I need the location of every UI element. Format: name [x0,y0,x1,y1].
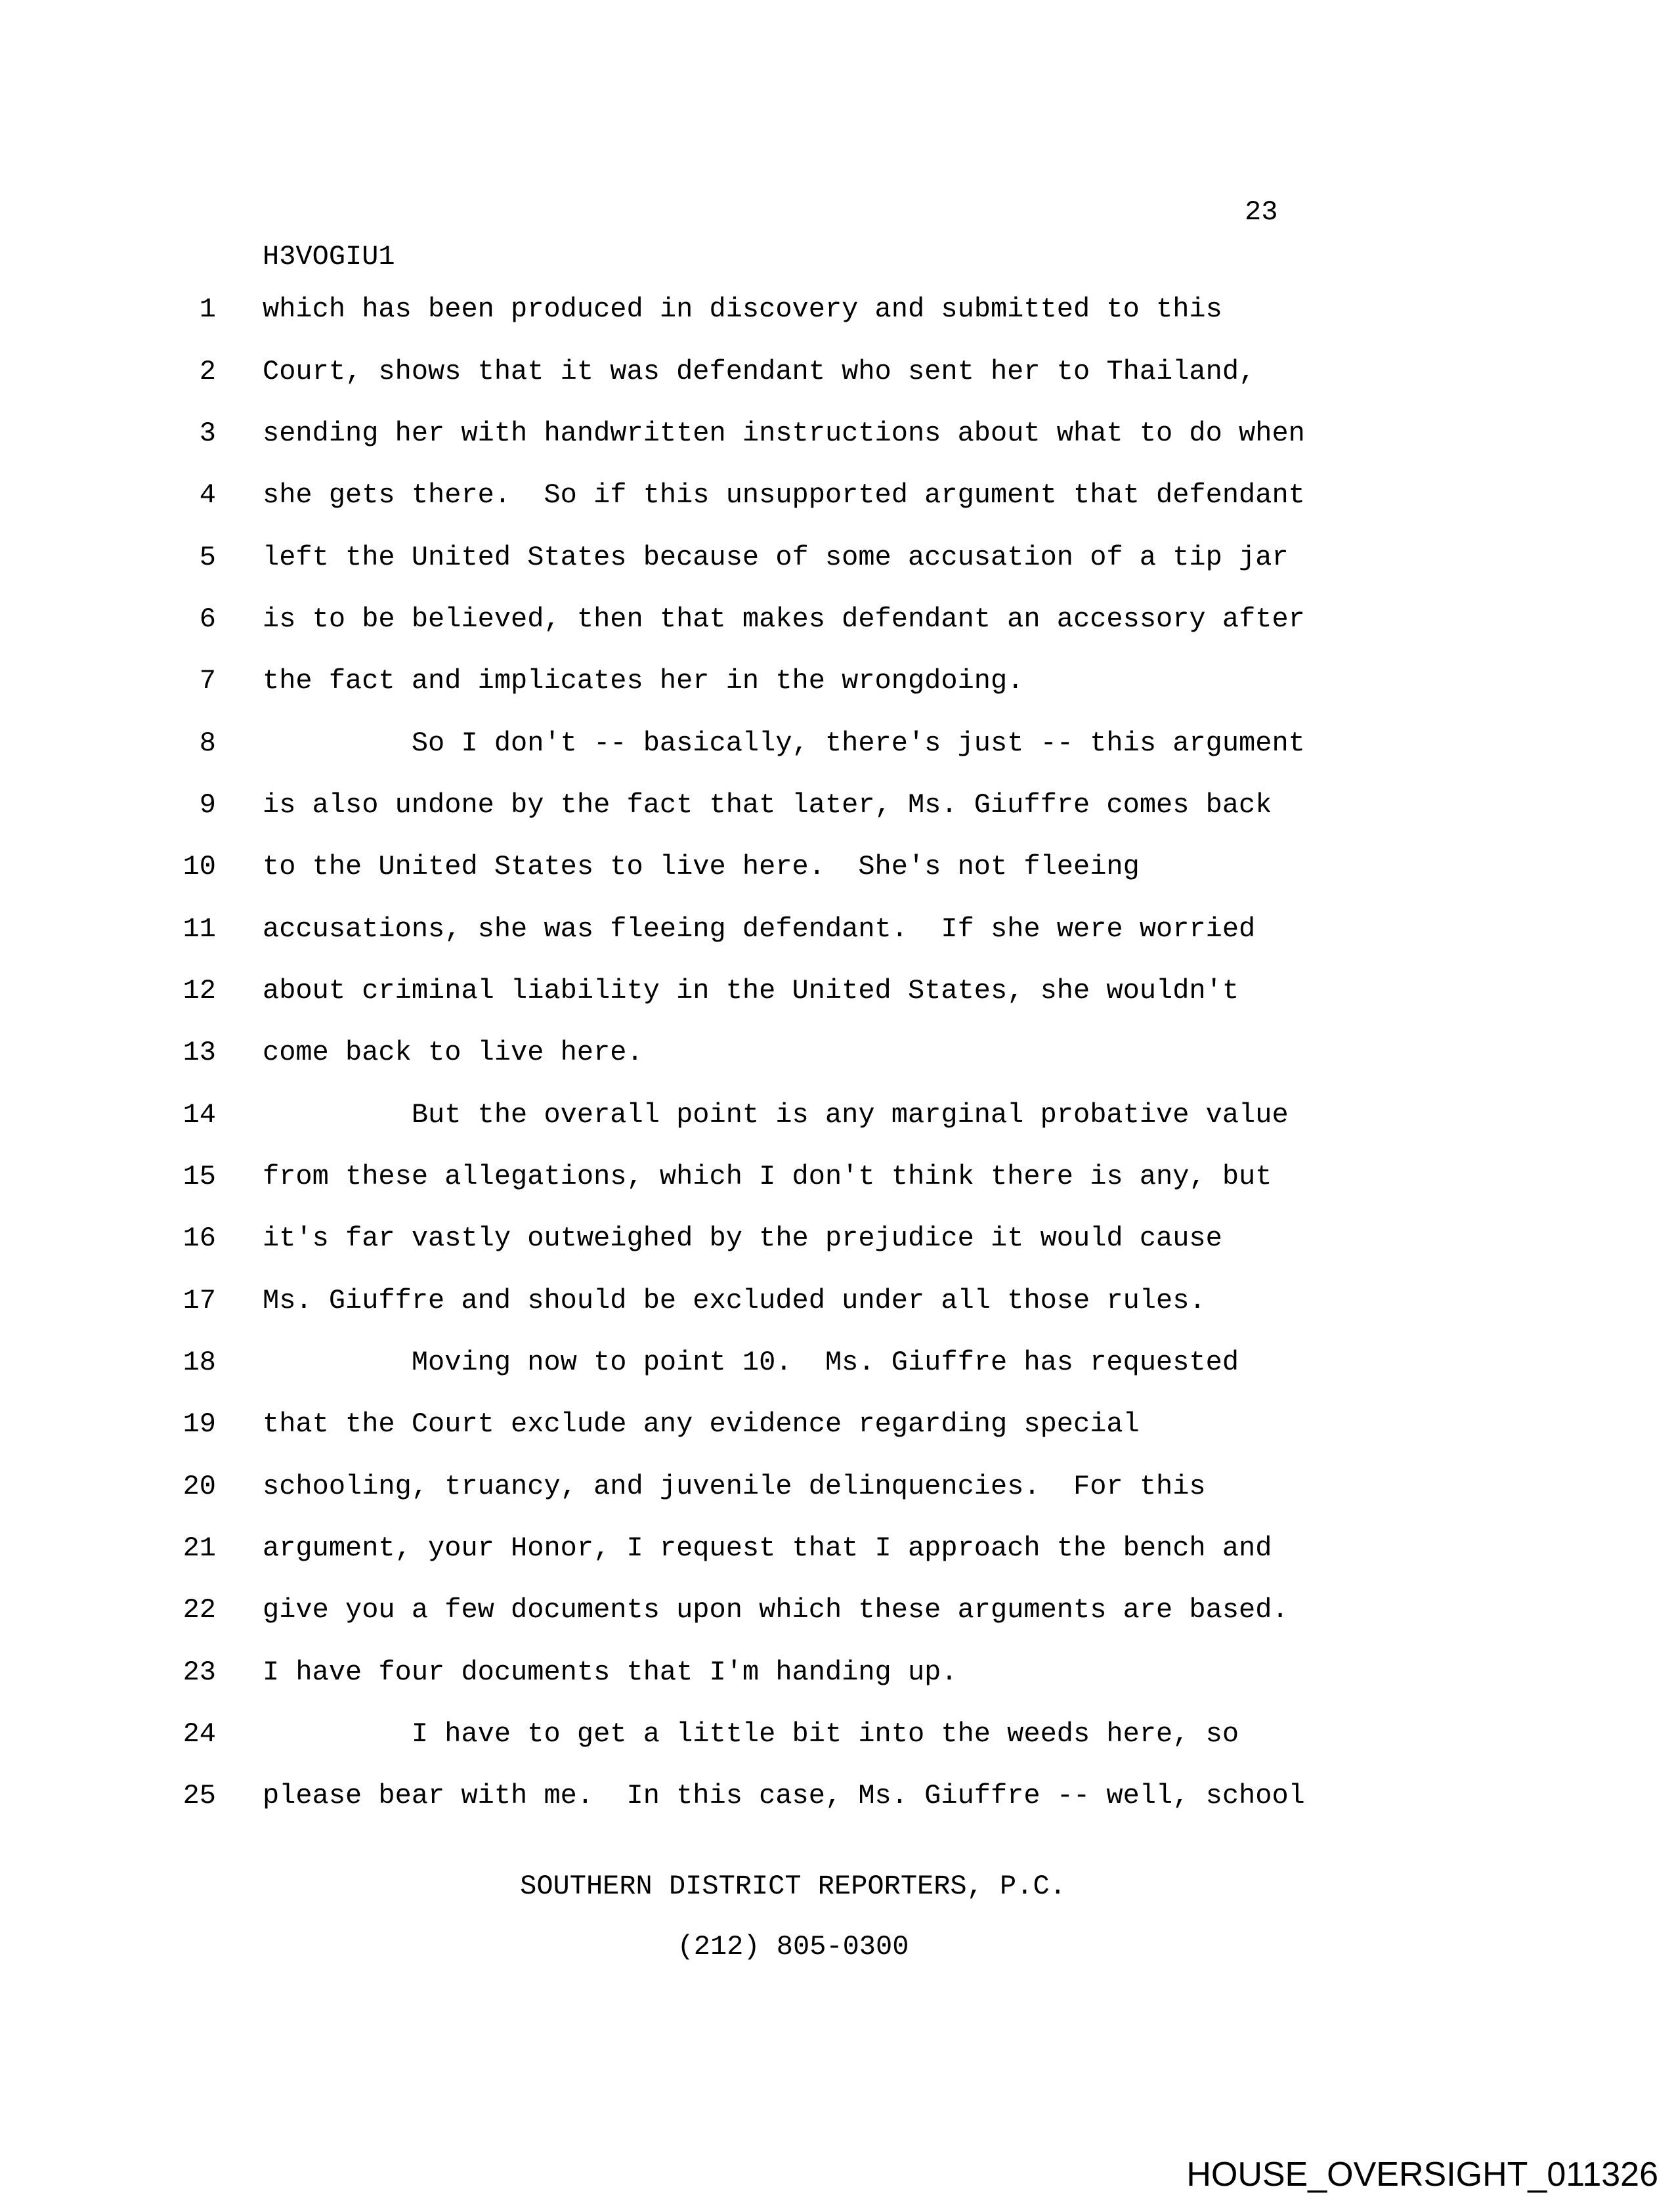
line-text: I have to get a little bit into the weeds here, so [263,1718,1239,1750]
line-text: please bear with me. In this case, Ms. Giuffre -- well, school [263,1780,1305,1812]
transcript-line [0,588,1674,650]
line-number: 16 [182,1223,216,1255]
line-text: come back to live here. [263,1037,643,1069]
line-text: about criminal liability in the United States, she wouldn't [263,974,1239,1007]
transcript-line [0,1207,1674,1269]
line-number: 25 [182,1780,216,1812]
line-text: accusations, she was fleeing defendant. If she were worried [263,913,1256,945]
transcript-line [0,650,1674,712]
bates-stamp: HOUSE_OVERSIGHT_011326 [1186,2156,1658,2194]
reporter-name: SOUTHERN DISTRICT REPORTERS, P.C. [520,1871,1066,1902]
transcript-line [0,960,1674,1022]
transcript-line [0,1332,1674,1393]
reporter-phone: (212) 805-0300 [677,1931,909,1963]
line-number: 20 [182,1470,216,1502]
line-number: 13 [182,1037,216,1069]
transcript-line [0,1022,1674,1083]
line-number: 17 [182,1284,216,1316]
transcript-line [0,526,1674,588]
line-number: 22 [182,1594,216,1626]
line-number: 15 [182,1160,216,1192]
line-number: 5 [199,541,216,573]
line-text: she gets there. So if this unsupported argument that defendant [263,479,1305,511]
line-text: is also undone by the fact that later, Ms. Giuffre comes back [263,789,1272,821]
reporter-footer [263,1841,1323,1992]
line-text: give you a few documents upon which these arguments are based. [263,1594,1289,1626]
line-text: from these allegations, which I don't think there is any, but [263,1160,1272,1192]
transcript-line [0,464,1674,526]
page-number: 23 [1245,196,1278,228]
line-number: 21 [182,1532,216,1565]
line-number: 1 [199,293,216,326]
line-number: 9 [199,789,216,821]
line-text: Court, shows that it was defendant who sent her to Thailand, [263,355,1256,387]
transcript-line [0,1579,1674,1641]
transcript-line [0,1703,1674,1765]
line-number: 12 [182,974,216,1007]
line-text: Moving now to point 10. Ms. Giuffre has requested [263,1347,1239,1379]
transcript-body [0,278,1674,1827]
line-text: I have four documents that I'm handing up. [263,1656,958,1688]
line-number: 10 [182,851,216,883]
line-text: which has been produced in discovery and submitted to this [263,293,1222,326]
transcript-line [0,1146,1674,1207]
line-text: schooling, truancy, and juvenile delinquencies. For this [263,1470,1206,1502]
line-number: 8 [199,727,216,759]
line-number: 7 [199,665,216,697]
line-text: argument, your Honor, I request that I approach the bench and [263,1532,1272,1565]
line-number: 2 [199,355,216,387]
line-number: 19 [182,1408,216,1441]
transcript-line [0,774,1674,836]
line-text: to the United States to live here. She's not fleeing [263,851,1140,883]
line-text: is to be believed, then that makes defendant an accessory after [263,603,1305,635]
line-number: 4 [199,479,216,511]
line-number: 24 [182,1718,216,1750]
line-number: 3 [199,417,216,449]
transcript-line [0,836,1674,898]
line-text: But the overall point is any marginal probative value [263,1098,1289,1131]
transcript-line [0,1517,1674,1579]
transcript-line [0,402,1674,464]
line-text: Ms. Giuffre and should be excluded under all those rules. [263,1284,1206,1316]
line-number: 6 [199,603,216,635]
line-text: So I don't -- basically, there's just -- this argument [263,727,1305,759]
line-number: 23 [182,1656,216,1688]
transcript-line [0,1393,1674,1455]
line-number: 18 [182,1347,216,1379]
line-number: 14 [182,1098,216,1131]
transcript-line [0,712,1674,773]
transcript-line [0,1765,1674,1827]
line-text: it's far vastly outweighed by the prejudice it would cause [263,1223,1222,1255]
transcript-line [0,278,1674,340]
transcript-header-id: H3VOGIU1 [263,241,395,272]
transcript-line [0,1270,1674,1332]
line-number: 11 [182,913,216,945]
line-text: the fact and implicates her in the wrongdoing. [263,665,1024,697]
line-text: left the United States because of some accusation of a tip jar [263,541,1289,573]
transcript-line [0,1083,1674,1145]
line-text: sending her with handwritten instructions about what to do when [263,417,1305,449]
transcript-line [0,340,1674,402]
transcript-line [0,1641,1674,1703]
transcript-line [0,898,1674,959]
transcript-line [0,1456,1674,1517]
line-text: that the Court exclude any evidence regarding special [263,1408,1140,1441]
